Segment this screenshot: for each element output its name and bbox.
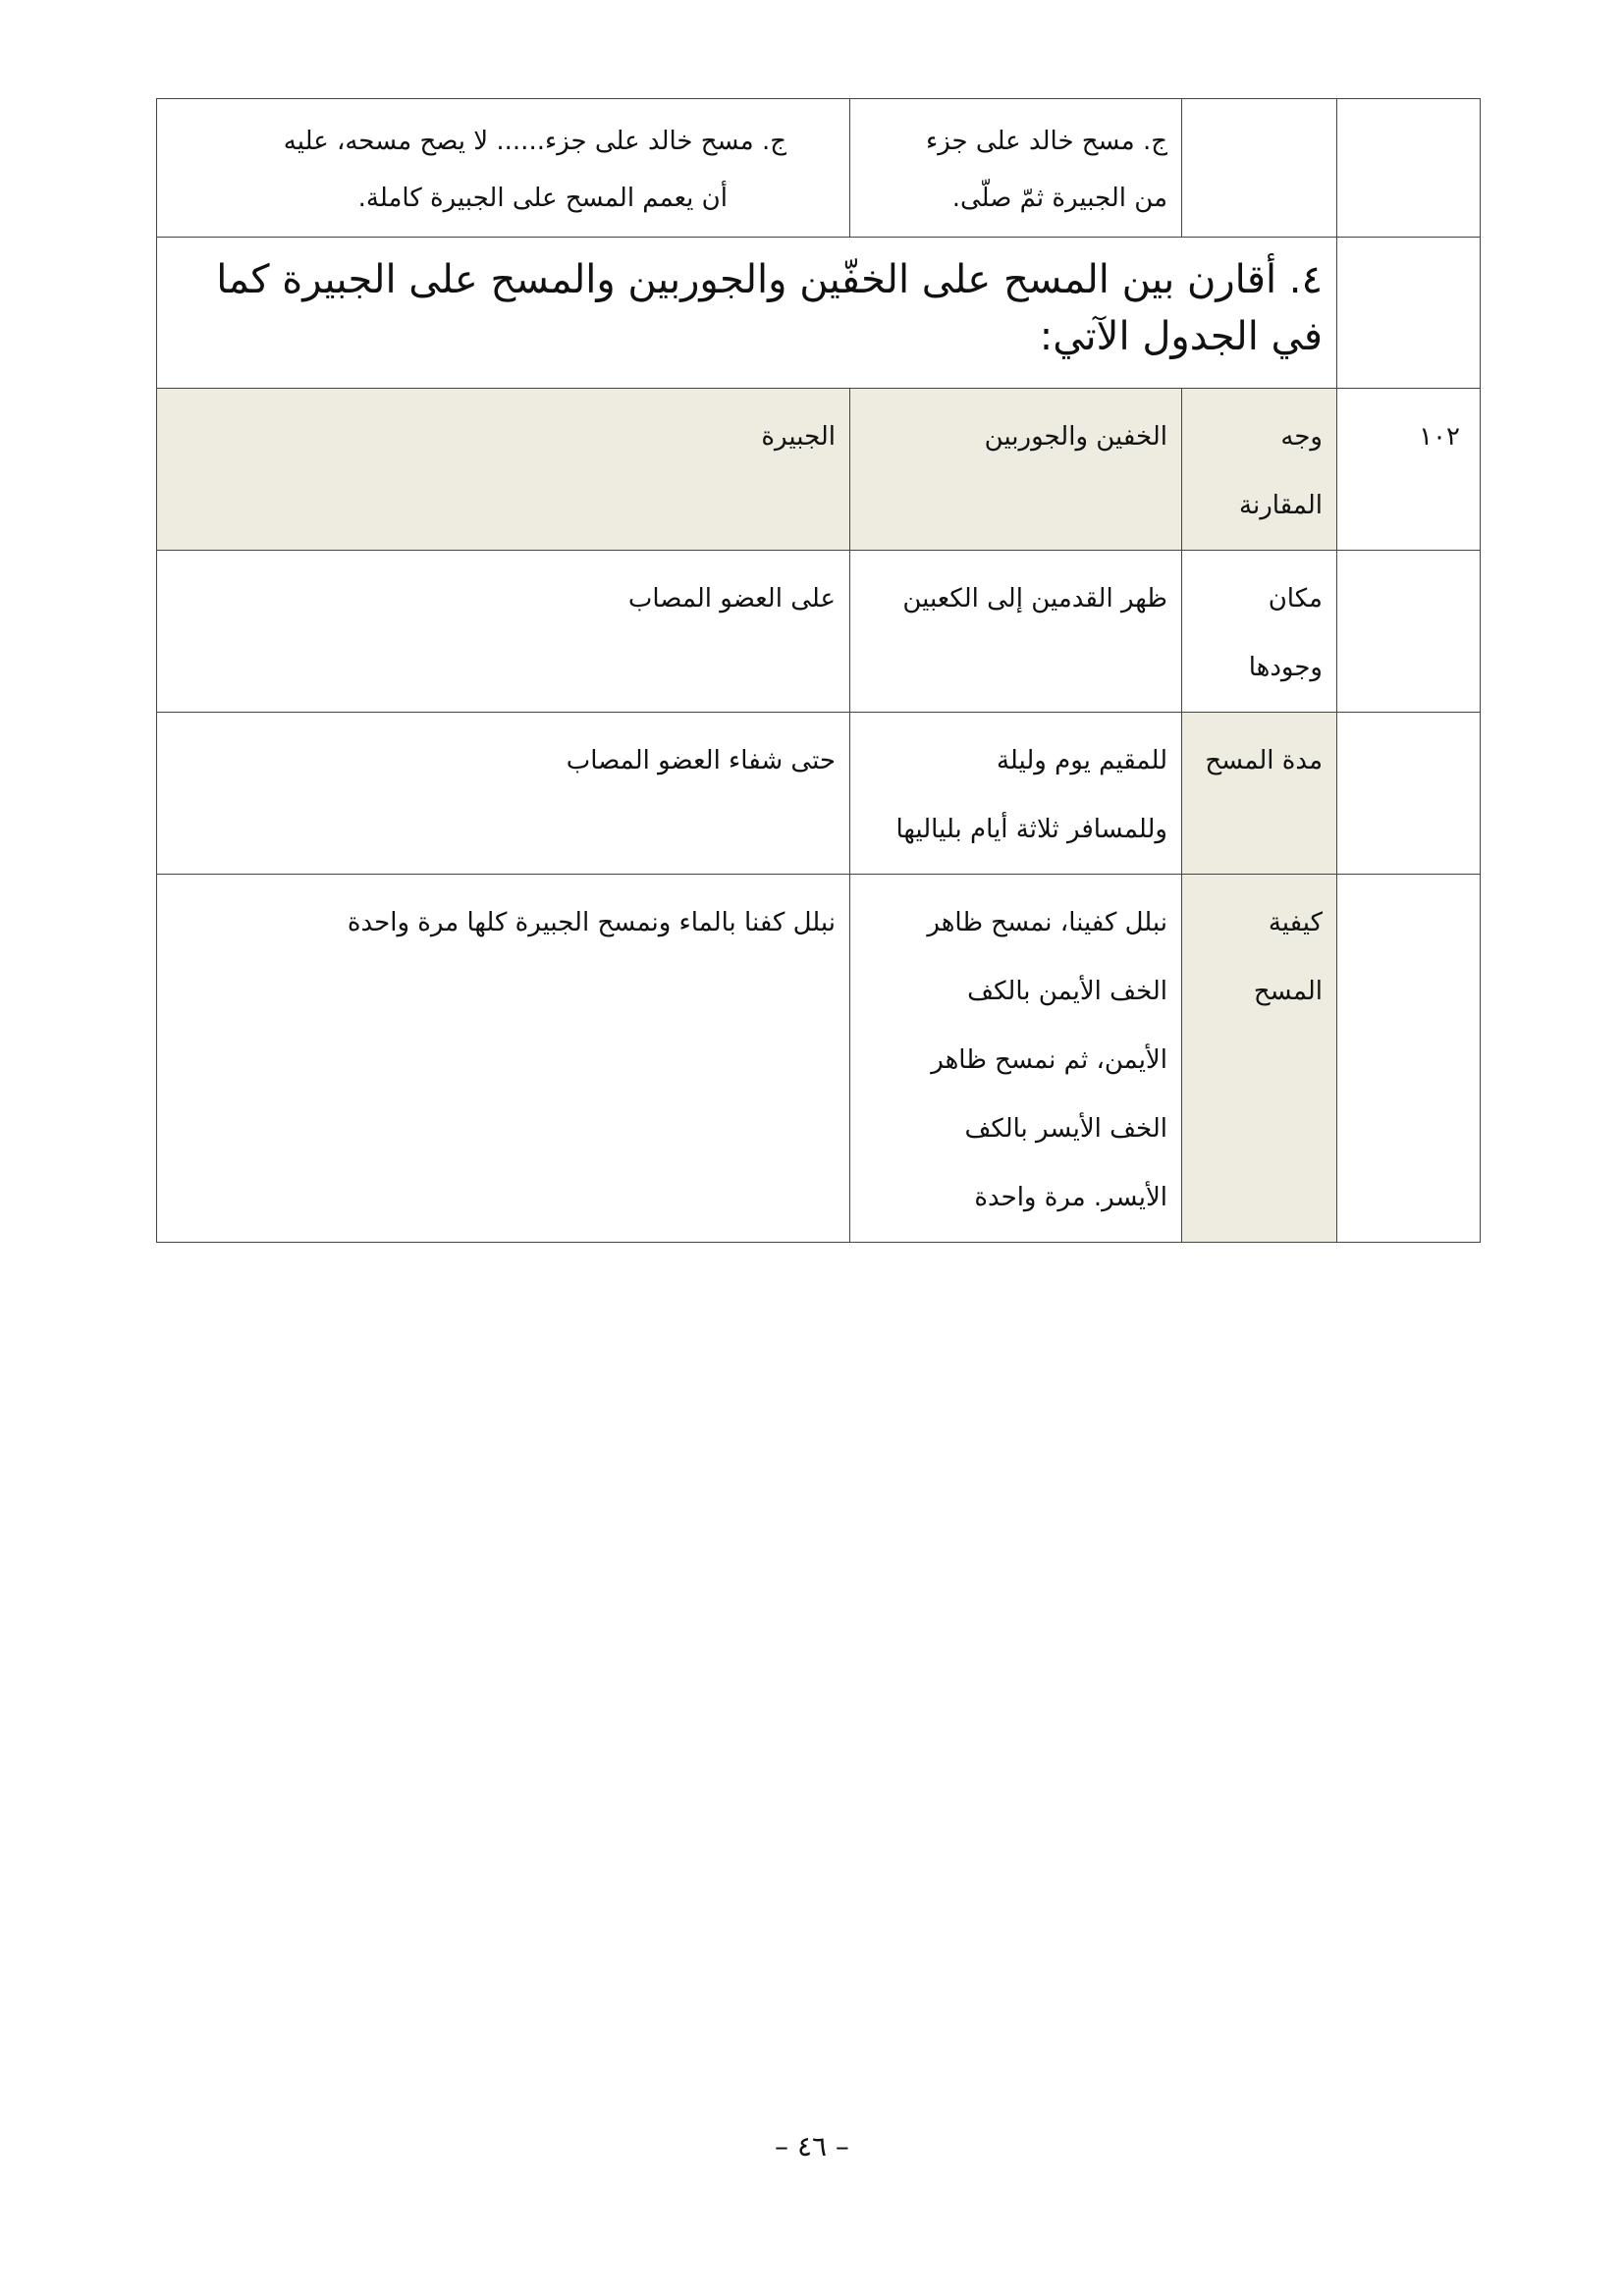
khuff-cell — [850, 713, 1182, 875]
table-row-top — [157, 99, 1481, 238]
row-number-cell — [1337, 551, 1481, 713]
page-content — [156, 98, 1480, 1243]
table-row-question — [157, 238, 1481, 389]
aspect-cell — [1182, 713, 1337, 875]
khuff-cell — [850, 551, 1182, 713]
header-khuff: الخفين والجوربين — [850, 389, 1182, 551]
jabira-cell — [157, 713, 850, 875]
row-number-cell — [1337, 875, 1481, 1243]
khuff-line: الخف الأيسر بالكف — [964, 1114, 1167, 1144]
header-aspect-line: المقارنة — [1239, 491, 1323, 520]
row-number-cell — [1337, 238, 1481, 389]
aspect-cell — [1182, 551, 1337, 713]
table-row — [157, 875, 1481, 1243]
question-number: ١٠٢ — [1337, 389, 1481, 551]
jabira-cell — [157, 551, 850, 713]
aspect-cell-empty — [1182, 99, 1337, 238]
answer-cell-b — [850, 99, 1182, 238]
khuff-line: نبلل كفينا، نمسح ظاهر — [927, 908, 1167, 937]
khuff-line: وللمسافر ثلاثة أيام بلياليها — [895, 815, 1167, 844]
answer-cell-c — [157, 99, 850, 238]
jabira-line: حتى شفاء العضو المصاب — [566, 746, 836, 775]
answer-c-line: أن يعمم المسح على الجبيرة كاملة. — [357, 184, 728, 213]
aspect-line: مكان — [1268, 584, 1323, 614]
table-row-header — [157, 389, 1481, 551]
header-aspect-line: وجه — [1280, 422, 1323, 452]
row-number-cell — [1337, 99, 1481, 238]
header-aspect — [1182, 389, 1337, 551]
khuff-line: الخف الأيمن بالكف — [967, 977, 1167, 1006]
aspect-cell — [1182, 875, 1337, 1243]
jabira-line: نبلل كفنا بالماء ونمسح الجبيرة كلها مرة واحدة — [347, 908, 836, 937]
answer-b-line: ج. مسح خالد على جزء — [925, 127, 1167, 156]
khuff-cell — [850, 875, 1182, 1243]
khuff-line: ظهر القدمين إلى الكعبين — [902, 584, 1167, 614]
answer-b-line: من الجبيرة ثمّ صلّى. — [951, 184, 1167, 213]
table-row — [157, 713, 1481, 875]
aspect-line: كيفية — [1268, 908, 1323, 937]
jabira-line: على العضو المصاب — [627, 584, 836, 614]
question-text: ٤. أقارن بين المسح على الخفّين والجوربين والمسح على الجبيرة كما في الجدول الآتي: — [157, 238, 1337, 389]
answer-c-line: ج. مسح خالد على جزء...... لا يصح مسحه، عليه — [283, 127, 786, 156]
khuff-line: للمقيم يوم وليلة — [996, 746, 1167, 775]
jabira-cell — [157, 875, 850, 1243]
table-row — [157, 551, 1481, 713]
khuff-line: الأيسر. مرة واحدة — [974, 1183, 1167, 1212]
aspect-line: المسح — [1253, 977, 1323, 1006]
aspect-line: وجودها — [1248, 653, 1323, 682]
page-number: – ٤٦ – — [775, 2130, 849, 2163]
row-number-cell — [1337, 713, 1481, 875]
khuff-line: الأيمن، ثم نمسح ظاهر — [931, 1045, 1167, 1075]
aspect-line: مدة المسح — [1205, 746, 1323, 775]
comparison-table — [156, 98, 1481, 1243]
header-jabira: الجبيرة — [157, 389, 850, 551]
